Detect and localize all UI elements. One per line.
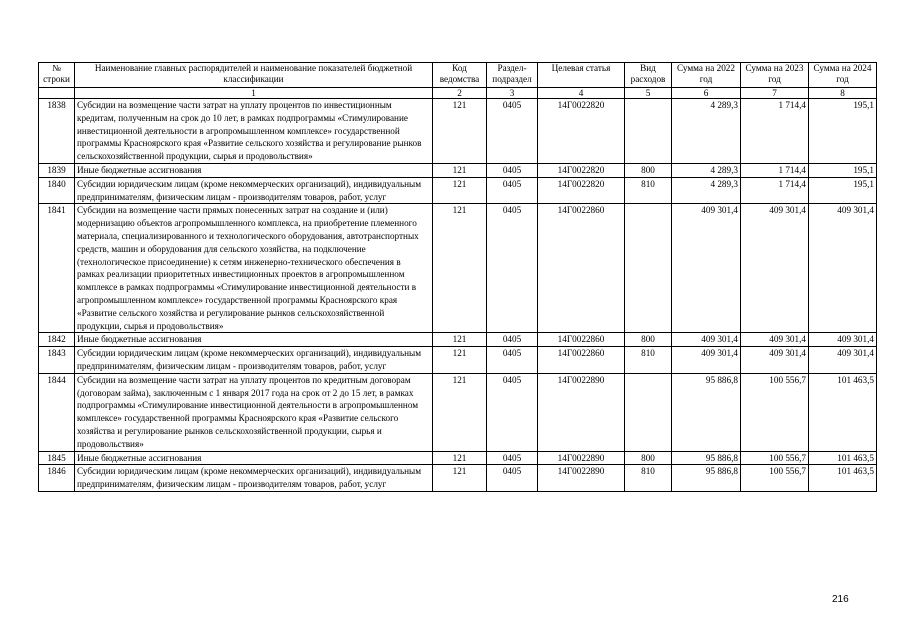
sum-2022: 95 886,8	[672, 373, 741, 451]
row-name: Иные бюджетные ассигнования	[75, 163, 433, 177]
table-row	[39, 204, 877, 333]
section-code: 0405	[487, 204, 538, 333]
row-name: Субсидии юридическим лицам (кроме некоммерческих организаций), индивидуальным предпринимателям, физическим лицам - производителям товаров, работ, услуг	[75, 465, 433, 492]
sum-2022: 409 301,4	[672, 347, 741, 374]
table-row	[39, 163, 877, 177]
column-number: 6	[672, 88, 741, 99]
table-row	[39, 347, 877, 374]
page-number: 216	[832, 594, 849, 605]
sum-2024: 101 463,5	[809, 465, 877, 492]
expense-type: 810	[625, 465, 672, 492]
target-article: 14Г0022820	[538, 163, 625, 177]
expense-type	[625, 373, 672, 451]
section-code: 0405	[487, 163, 538, 177]
sum-2022: 409 301,4	[672, 204, 741, 333]
department-code: 121	[433, 333, 487, 347]
table-row	[39, 99, 877, 164]
row-number: 1838	[39, 99, 75, 164]
table-row	[39, 451, 877, 465]
header-row-number: № строки	[39, 63, 75, 88]
header-department-code: Код ведомства	[433, 63, 487, 88]
department-code: 121	[433, 99, 487, 164]
row-number: 1841	[39, 204, 75, 333]
sum-2023: 1 714,4	[741, 99, 809, 164]
sum-2023: 1 714,4	[741, 163, 809, 177]
section-code: 0405	[487, 99, 538, 164]
column-number: 8	[809, 88, 877, 99]
sum-2022: 4 289,3	[672, 99, 741, 164]
row-name: Субсидии юридическим лицам (кроме некоммерческих организаций), индивидуальным предпринимателям, физическим лицам - производителям товаров, работ, услуг	[75, 347, 433, 374]
sum-2024: 195,1	[809, 177, 877, 204]
section-code: 0405	[487, 347, 538, 374]
expense-type: 800	[625, 163, 672, 177]
sum-2022: 95 886,8	[672, 465, 741, 492]
row-number: 1839	[39, 163, 75, 177]
header-section: Раздел-подраздел	[487, 63, 538, 88]
row-number: 1842	[39, 333, 75, 347]
target-article: 14Г0022890	[538, 465, 625, 492]
sum-2023: 409 301,4	[741, 347, 809, 374]
section-code: 0405	[487, 373, 538, 451]
row-number: 1840	[39, 177, 75, 204]
department-code: 121	[433, 204, 487, 333]
target-article: 14Г0022890	[538, 451, 625, 465]
column-number: 4	[538, 88, 625, 99]
column-number	[39, 88, 75, 99]
table-row	[39, 465, 877, 492]
row-name: Субсидии на возмещение части прямых понесенных затрат на создание и (или) модернизацию объектов агропромышленного комплекса, на приобретение племенного материала, специализированного и технологического оборудования, автотранспортных средств, машин и оборудования для сельского хозяйства, на подключение (технологическое присоединение) к сетям инженерно-технического обеспечения в рамках реализации приоритетных инвестиционных проектов в агропромышленном комплексе в рамках подпрограммы «Стимулирование инвестиционной деятельности в агропромышленном комплексе» государственной программы Красноярского края «Развитие сельского хозяйства и регулирование рынков сельскохозяйственной продукции, сырья и продовольствия»	[75, 204, 433, 333]
department-code: 121	[433, 465, 487, 492]
expense-type	[625, 204, 672, 333]
section-code: 0405	[487, 177, 538, 204]
target-article: 14Г0022860	[538, 204, 625, 333]
sum-2024: 409 301,4	[809, 347, 877, 374]
row-name: Иные бюджетные ассигнования	[75, 333, 433, 347]
department-code: 121	[433, 451, 487, 465]
sum-2023: 409 301,4	[741, 333, 809, 347]
sum-2022: 4 289,3	[672, 163, 741, 177]
header-sum-2022: Сумма на 2022 год	[672, 63, 741, 88]
column-number: 1	[75, 88, 433, 99]
sum-2023: 100 556,7	[741, 451, 809, 465]
column-number: 2	[433, 88, 487, 99]
department-code: 121	[433, 373, 487, 451]
target-article: 14Г0022860	[538, 347, 625, 374]
header-sum-2023: Сумма на 2023 год	[741, 63, 809, 88]
section-code: 0405	[487, 465, 538, 492]
sum-2023: 1 714,4	[741, 177, 809, 204]
target-article: 14Г0022820	[538, 177, 625, 204]
column-number: 5	[625, 88, 672, 99]
sum-2024: 101 463,5	[809, 373, 877, 451]
expense-type	[625, 99, 672, 164]
target-article: 14Г0022860	[538, 333, 625, 347]
sum-2023: 100 556,7	[741, 465, 809, 492]
row-name: Субсидии на возмещение части затрат на уплату процентов по кредитным договорам (договорам займа), заключенным с 1 января 2017 года на срок от 2 до 15 лет, в рамках подпрограммы «Стимулирование инвестиционной деятельности в агропромышленном комплексе» государственной программы Красноярского края «Развитие сельского хозяйства и регулирование рынков сельскохозяйственной продукции, сырья и продовольствия»	[75, 373, 433, 451]
sum-2024: 195,1	[809, 99, 877, 164]
column-number: 3	[487, 88, 538, 99]
expense-type: 800	[625, 333, 672, 347]
target-article: 14Г0022890	[538, 373, 625, 451]
target-article: 14Г0022820	[538, 99, 625, 164]
sum-2022: 409 301,4	[672, 333, 741, 347]
department-code: 121	[433, 163, 487, 177]
header-row	[39, 63, 877, 88]
row-name: Иные бюджетные ассигнования	[75, 451, 433, 465]
row-number: 1843	[39, 347, 75, 374]
expense-type: 800	[625, 451, 672, 465]
table-row	[39, 177, 877, 204]
expense-type: 810	[625, 177, 672, 204]
header-target-article: Целевая статья	[538, 63, 625, 88]
sum-2023: 409 301,4	[741, 204, 809, 333]
row-name: Субсидии на возмещение части затрат на уплату процентов по инвестиционным кредитам, полученным на срок до 10 лет, в рамках подпрограммы «Стимулирование инвестиционной деятельности в агропромышленном комплексе» государственной программы Красноярского края «Развитие сельского хозяйства и регулирование рынков сельскохозяйственной продукции, сырья и продовольствия»	[75, 99, 433, 164]
column-number: 7	[741, 88, 809, 99]
department-code: 121	[433, 177, 487, 204]
sum-2023: 100 556,7	[741, 373, 809, 451]
budget-table	[38, 62, 877, 492]
sum-2024: 409 301,4	[809, 333, 877, 347]
table-row	[39, 373, 877, 451]
column-numbers-row	[39, 88, 877, 99]
section-code: 0405	[487, 451, 538, 465]
row-number: 1845	[39, 451, 75, 465]
row-number: 1844	[39, 373, 75, 451]
sum-2022: 4 289,3	[672, 177, 741, 204]
row-number: 1846	[39, 465, 75, 492]
sum-2024: 195,1	[809, 163, 877, 177]
sum-2022: 95 886,8	[672, 451, 741, 465]
header-expense-type: Вид расходов	[625, 63, 672, 88]
sum-2024: 101 463,5	[809, 451, 877, 465]
expense-type: 810	[625, 347, 672, 374]
table-row	[39, 333, 877, 347]
sum-2024: 409 301,4	[809, 204, 877, 333]
department-code: 121	[433, 347, 487, 374]
header-sum-2024: Сумма на 2024 год	[809, 63, 877, 88]
header-name: Наименование главных распорядителей и наименование показателей бюджетной классификации	[75, 63, 433, 88]
row-name: Субсидии юридическим лицам (кроме некоммерческих организаций), индивидуальным предпринимателям, физическим лицам - производителям товаров, работ, услуг	[75, 177, 433, 204]
section-code: 0405	[487, 333, 538, 347]
